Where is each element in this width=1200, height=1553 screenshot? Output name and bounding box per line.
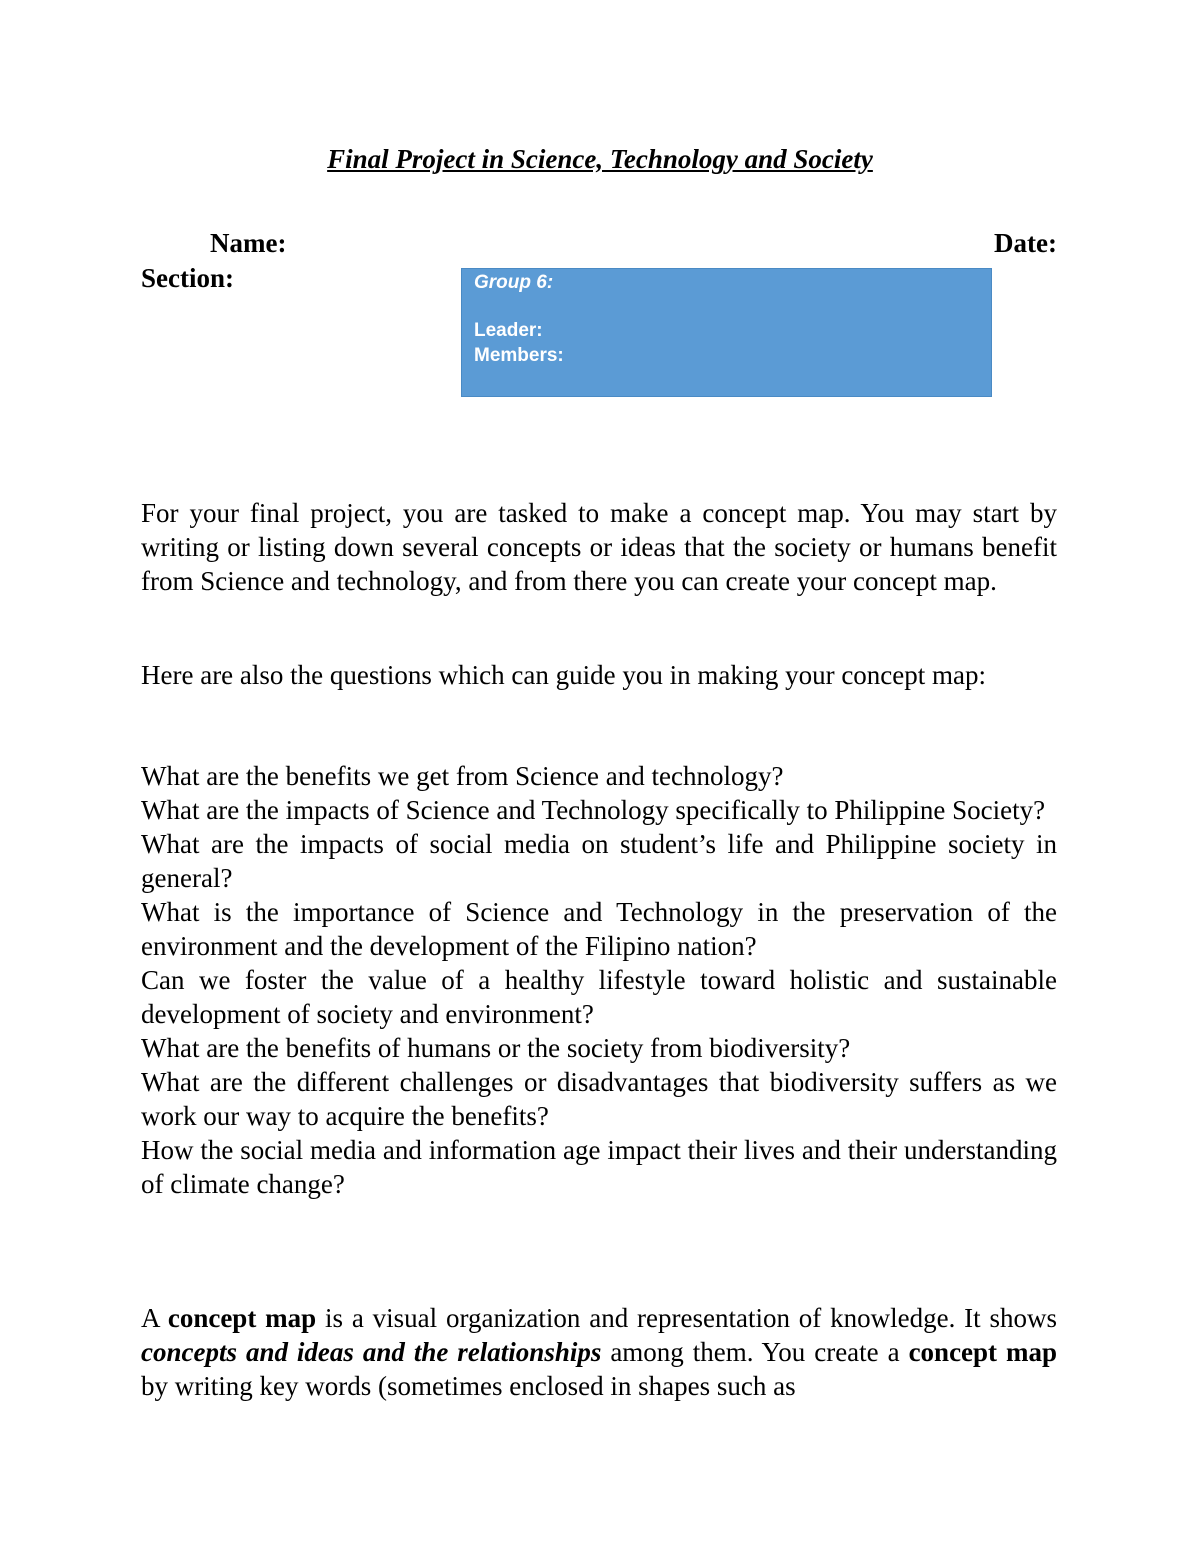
- page-title: Final Project in Science, Technology and Society: [327, 144, 873, 174]
- definition-paragraph: [141, 1301, 1057, 1403]
- section-label: Section:: [141, 263, 234, 293]
- definition-text: among them. You create a: [601, 1337, 909, 1367]
- question-item: What are the impacts of social media on student’s life and Philippine society in general?: [141, 829, 1057, 893]
- group-info-box: [461, 268, 992, 397]
- question-item: Can we foster the value of a healthy lifestyle toward holistic and sustainable development of society and environment?: [141, 965, 1057, 1029]
- question-list: [141, 759, 1057, 1201]
- definition-emphasis: concepts and ideas and the relationships: [141, 1337, 602, 1367]
- guide-paragraph: Here are also the questions which can guide you in making your concept map:: [141, 660, 987, 690]
- question-item: What are the different challenges or disadvantages that biodiversity suffers as we work our way to acquire the benefits?: [141, 1067, 1057, 1131]
- definition-term: concept map: [167, 1303, 317, 1333]
- definition-text: A: [141, 1303, 168, 1333]
- question-item: What are the benefits we get from Science and technology?: [141, 761, 784, 791]
- date-label: Date:: [994, 228, 1057, 258]
- question-item: What is the importance of Science and Technology in the preservation of the environment and the development of the Filipino nation?: [141, 897, 1057, 961]
- definition-text: by writing key words (sometimes enclosed in shapes such as: [141, 1371, 796, 1401]
- group-members-label: Members:: [474, 345, 564, 366]
- intro-paragraph: For your final project, you are tasked to make a concept map. You may start by writing or listing down several concepts or ideas that the society or humans benefit from Science and technology, and from there you can create your concept map.: [141, 498, 1057, 596]
- definition-term: concept map: [908, 1337, 1058, 1367]
- definition-text: is a visual organization and representation of knowledge. It shows: [316, 1303, 1057, 1333]
- question-item: What are the impacts of Science and Technology specifically to Philippine Society?: [141, 795, 1046, 825]
- name-label: Name:: [210, 228, 287, 258]
- group-title: Group 6:: [474, 272, 554, 293]
- question-item: What are the benefits of humans or the society from biodiversity?: [141, 1033, 851, 1063]
- question-item: How the social media and information age impact their lives and their understanding of climate change?: [141, 1135, 1057, 1199]
- group-leader-label: Leader:: [474, 320, 543, 341]
